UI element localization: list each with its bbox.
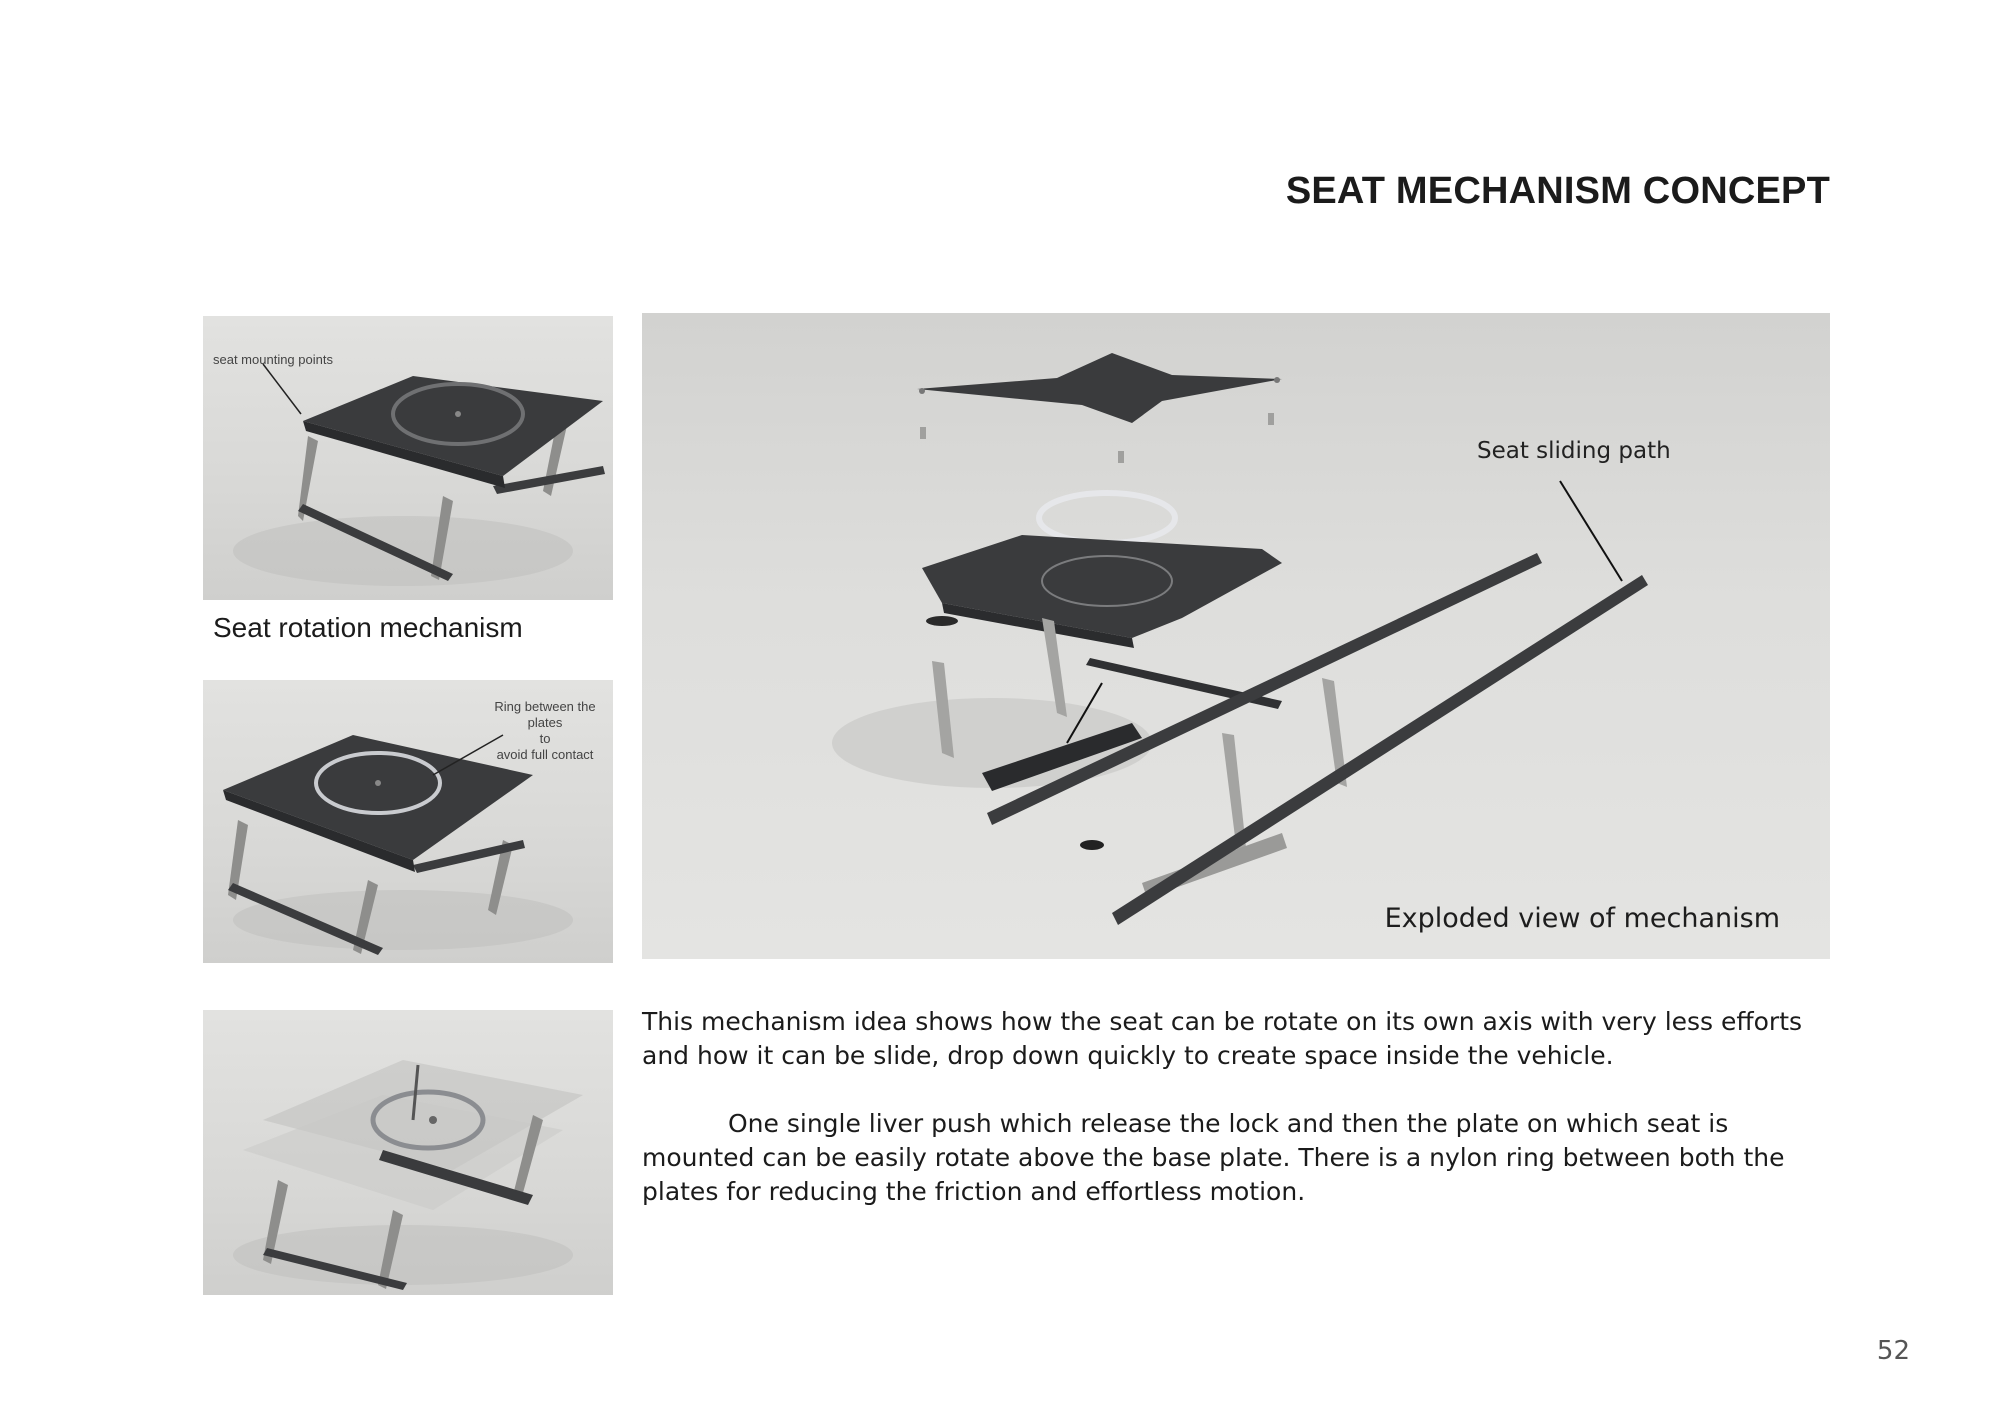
- exploded-view-render: [642, 313, 1830, 959]
- ring-label-line-2: to: [539, 731, 551, 746]
- ring-between-plates-image: [203, 680, 613, 963]
- exploded-view-caption: Exploded view of mechanism: [1384, 903, 1780, 934]
- page-title: SEAT MECHANISM CONCEPT: [1285, 170, 1830, 212]
- transparent-plate-image: [203, 1010, 613, 1295]
- seat-mounting-points-label: seat mounting points: [213, 352, 333, 367]
- description-text: [642, 1005, 1842, 1209]
- exploded-view-image: [642, 313, 1830, 959]
- seat-sliding-path-label: Seat sliding path: [1477, 438, 1671, 464]
- ring-label-line-3: avoid full contact: [496, 747, 594, 762]
- ring-label-line-1: Ring between the plates: [494, 699, 596, 730]
- seat-rotation-caption: Seat rotation mechanism: [213, 612, 523, 643]
- transparent-plate-render: [203, 1010, 613, 1295]
- description-paragraph-1: This mechanism idea shows how the seat can be rotate on its own axis with very less efforts and how it can be slide, drop down quickly to create space inside the vehicle.: [642, 1007, 1803, 1070]
- ring-between-plates-label: [485, 699, 605, 763]
- description-paragraph-2: One single liver push which release the lock and then the plate on which seat is mounted can be easily rotate above the base plate. There is a nylon ring between both the plates for reducing the friction and effortless motion.: [642, 1109, 1785, 1206]
- seat-rotation-image: [203, 316, 613, 600]
- page-number: 52: [1876, 1336, 1910, 1366]
